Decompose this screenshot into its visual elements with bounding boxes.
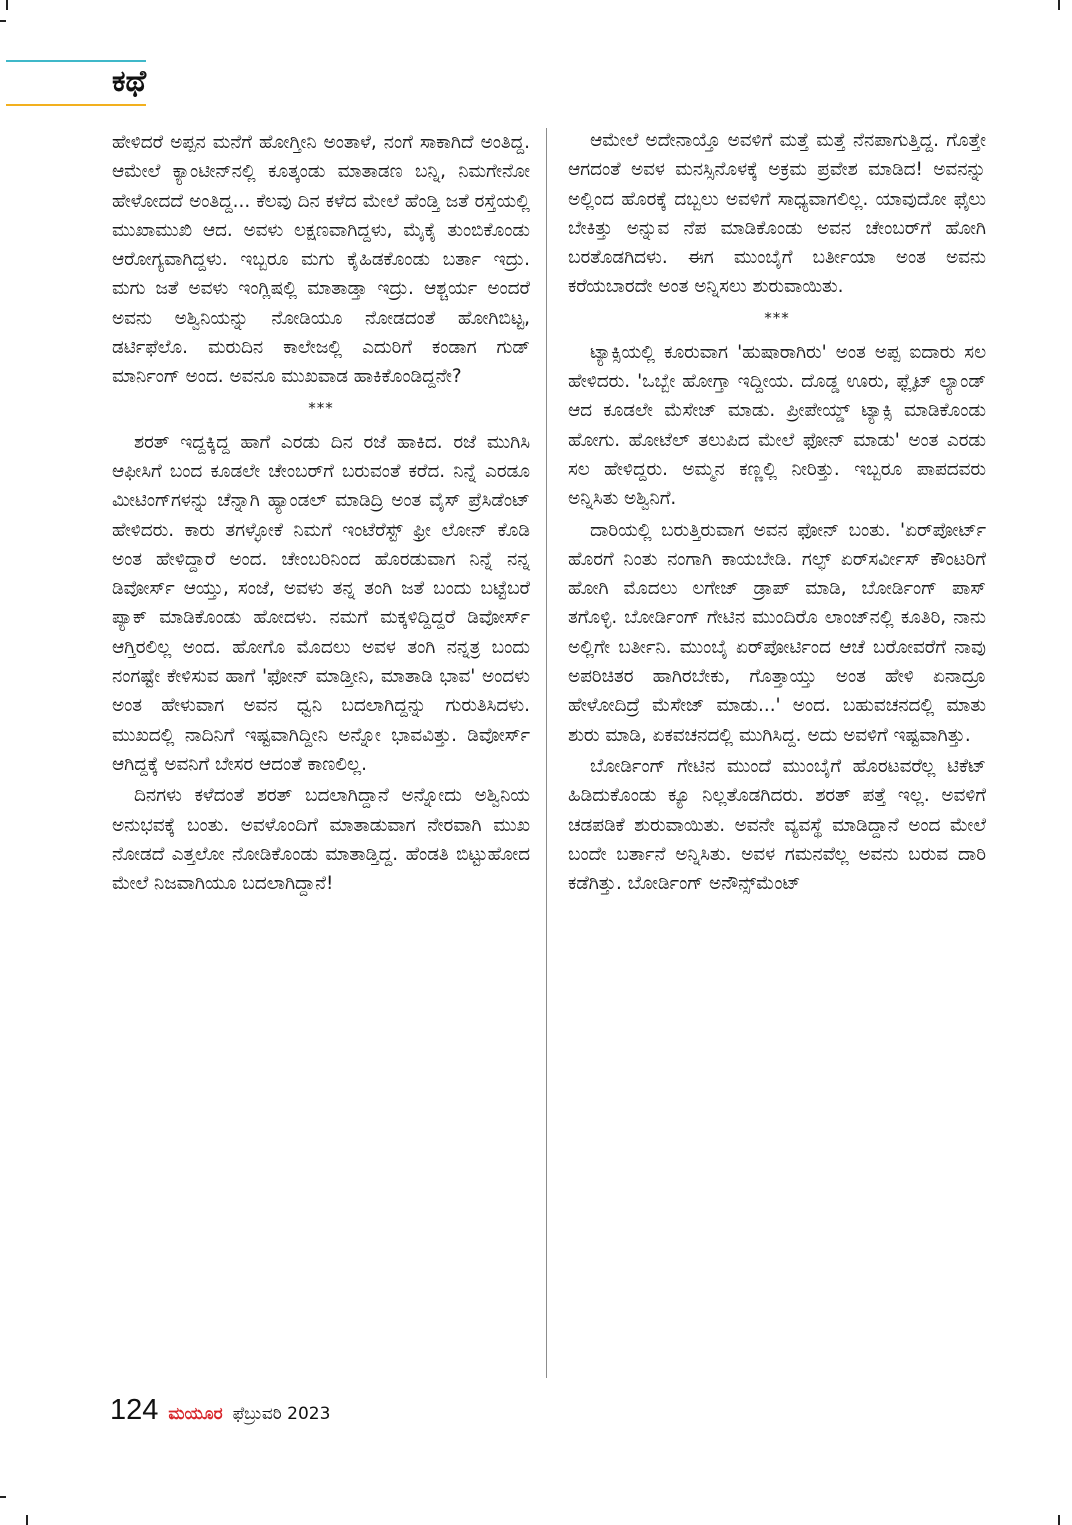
article-column-left: [112, 128, 530, 898]
paragraph: ಶರತ್ ಇದ್ದಕ್ಕಿದ್ದ ಹಾಗೆ ಎರಡು ದಿನ ರಜೆ ಹಾಕಿದ. ರಜೆ ಮುಗಿಸಿ ಆಫೀಸಿಗೆ ಬಂದ ಕೂಡಲೇ ಚೇಂಬರ್‌ಗೆ ಬರುವಂತೆ ಕರೆದ. ನಿನ್ನೆ ಎರಡೂ ಮೀಟಿಂಗ್‌ಗಳನ್ನು ಚೆನ್ನಾಗಿ ಹ್ಯಾಂಡಲ್ ಮಾಡಿದ್ರಿ ಅಂತ ವೈಸ್ ಪ್ರೆಸಿಡೆಂಟ್ ಹೇಳಿದರು. ಕಾರು ತಗಳ್ಳೋಕೆ ನಿಮಗೆ ಇಂಟೆರೆಸ್ಟ್ ಫ್ರೀ ಲೋನ್ ಕೊಡಿ ಅಂತ ಹೇಳಿದ್ದಾರೆ ಅಂದ. ಚೇಂಬರಿನಿಂದ ಹೊರಡುವಾಗ ನಿನ್ನೆ ನನ್ನ ಡಿವೋರ್ಸ್ ಆಯ್ತು, ಸಂಜೆ, ಅವಳು ತನ್ನ ತಂಗಿ ಜತೆ ಬಂದು ಬಟ್ಟೆಬರೆ ಪ್ಯಾಕ್ ಮಾಡಿಕೊಂಡು ಹೋದಳು. ನಮಗೆ ಮಕ್ಕಳಿದ್ದಿದ್ದರೆ ಡಿವೋರ್ಸ್ ಆಗ್ತಿರಲಿಲ್ಲ ಅಂದ. ಹೋಗೊ ಮೊದಲು ಅವಳ ತಂಗಿ ನನ್ನತ್ರ ಬಂದು ನಂಗಷ್ಟೇ ಕೇಳಿಸುವ ಹಾಗೆ 'ಫೋನ್ ಮಾಡ್ತೀನಿ, ಮಾತಾಡಿ ಭಾವ' ಅಂದಳು ಅಂತ ಹೇಳುವಾಗ ಅವನ ಧ್ವನಿ ಬದಲಾಗಿದ್ದನ್ನು ಗುರುತಿಸಿದಳು. ಮುಖದಲ್ಲಿ ನಾದಿನಿಗೆ ಇಷ್ಟವಾಗಿದ್ದೀನಿ ಅನ್ನೋ ಭಾವವಿತ್ತು. ಡಿವೋರ್ಸ್ ಆಗಿದ್ದಕ್ಕೆ ಅವನಿಗೆ ಬೇಸರ ಆದಂತೆ ಕಾಣಲಿಲ್ಲ.: [112, 431, 530, 775]
crop-mark: [0, 1496, 6, 1498]
magazine-logo: ಮಯೂರ: [168, 1404, 223, 1424]
crop-mark: [1058, 0, 1060, 10]
paragraph: ಬೋರ್ಡಿಂಗ್ ಗೇಟಿನ ಮುಂದೆ ಮುಂಬೈಗೆ ಹೊರಟವರೆಲ್ಲ ಟಿಕೆಟ್ ಹಿಡಿದುಕೊಂಡು ಕ್ಯೂ ನಿಲ್ಲತೊಡಗಿದರು. ಶರತ್ ಪತ್ತೆ ಇಲ್ಲ. ಅವಳಿಗೆ ಚಡಪಡಿಕೆ ಶುರುವಾಯಿತು. ಅವನೇ ವ್ಯವಸ್ಥೆ ಮಾಡಿದ್ದಾನೆ ಅಂದ ಮೇಲೆ ಬಂದೇ ಬರ್ತಾನೆ ಅನ್ನಿಸಿತು. ಅವಳ ಗಮನವೆಲ್ಲ ಅವನು ಬರುವ ದಾರಿ ಕಡೆಗಿತ್ತು. ಬೋರ್ಡಿಂಗ್ ಅನೌನ್ಸ್‌ಮೆಂಟ್: [568, 755, 986, 895]
section-separator: ***: [764, 308, 790, 327]
section-separator: ***: [308, 398, 334, 417]
accent-rule-top: [6, 60, 146, 62]
crop-mark: [26, 1515, 28, 1525]
paragraph: ದಿನಗಳು ಕಳೆದಂತೆ ಶರತ್ ಬದಲಾಗಿದ್ದಾನೆ ಅನ್ನೋದು ಅಶ್ವಿನಿಯ ಅನುಭವಕ್ಕೆ ಬಂತು. ಅವಳೊಂದಿಗೆ ಮಾತಾಡುವಾಗ ನೇರವಾಗಿ ಮುಖ ನೋಡದೆ ಎತ್ತಲೋ ನೋಡಿಕೊಂಡು ಮಾತಾಡ್ತಿದ್ದ. ಹೆಂಡತಿ ಬಿಟ್ಟುಹೋದ ಮೇಲೆ ನಿಜವಾಗಿಯೂ ಬದಲಾಗಿದ್ದಾನೆ!: [112, 785, 530, 895]
page-number: 124: [110, 1394, 159, 1426]
paragraph: ದಾರಿಯಲ್ಲಿ ಬರುತ್ತಿರುವಾಗ ಅವನ ಫೋನ್ ಬಂತು. 'ಏರ್‌ಪೋರ್ಟ್ ಹೊರಗೆ ನಿಂತು ನಂಗಾಗಿ ಕಾಯಬೇಡಿ. ಗಲ್ಫ್ ಏರ್‌ಸರ್ವೀಸ್ ಕೌಂಟರಿಗೆ ಹೋಗಿ ಮೊದಲು ಲಗೇಜ್ ಡ್ರಾಪ್ ಮಾಡಿ, ಬೋರ್ಡಿಂಗ್ ಪಾಸ್ ತಗೊಳ್ಳಿ. ಬೋರ್ಡಿಂಗ್ ಗೇಟಿನ ಮುಂದಿರೊ ಲಾಂಜ್‌ನಲ್ಲಿ ಕೂತಿರಿ, ನಾನು ಅಲ್ಲಿಗೇ ಬರ್ತೀನಿ. ಮುಂಬೈ ಏರ್‌ಪೋರ್ಟಿಂದ ಆಚೆ ಬರೋವರೆಗೆ ನಾವು ಅಪರಿಚಿತರ ಹಾಗಿರಬೇಕು, ಗೊತ್ತಾಯ್ತು ಅಂತ ಹೇಳಿ ಏನಾದ್ರೂ ಹೇಳೋದಿದ್ರೆ ಮೆಸೇಜ್ ಮಾಡು...' ಅಂದ. ಬಹುವಚನದಲ್ಲಿ ಮಾತು ಶುರು ಮಾಡಿ, ಏಕವಚನದಲ್ಲಿ ಮುಗಿಸಿದ್ದ. ಅದು ಅವಳಿಗೆ ಇಷ್ಟವಾಗಿತ್ತು.: [568, 519, 986, 746]
paragraph: ಹೇಳಿದರೆ ಅಪ್ಪನ ಮನೆಗೆ ಹೋಗ್ತೀನಿ ಅಂತಾಳೆ, ನಂಗೆ ಸಾಕಾಗಿದೆ ಅಂತಿದ್ದ. ಆಮೇಲೆ ಕ್ಯಾಂಟೀನ್‌ನಲ್ಲಿ ಕೂತ್ಕಂಡು ಮಾತಾಡಣ ಬನ್ನಿ, ನಿಮಗೇನೋ ಹೇಳೋದದೆ ಅಂತಿದ್ದ... ಕೆಲವು ದಿನ ಕಳೆದ ಮೇಲೆ ಹೆಂಡ್ತಿ ಜತೆ ರಸ್ತೆಯಲ್ಲಿ ಮುಖಾಮುಖಿ ಆದ. ಅವಳು ಲಕ್ಷಣವಾಗಿದ್ದಳು, ಮೈಕೈ ತುಂಬಿಕೊಂಡು ಆರೋಗ್ಯವಾಗಿದ್ದಳು. ಇಬ್ಬರೂ ಮಗು ಕೈಹಿಡಕೊಂಡು ಬರ್ತಾ ಇದ್ರು. ಮಗು ಜತೆ ಅವಳು ಇಂಗ್ಲಿಷಲ್ಲಿ ಮಾತಾಡ್ತಾ ಇದ್ರು. ಆಶ್ಚರ್ಯ ಅಂದರೆ ಅವನು ಅಶ್ವಿನಿಯನ್ನು ನೋಡಿಯೂ ನೋಡದಂತೆ ಹೋಗಿಬಿಟ್ಟ, ಡರ್ಟಿಫೆಲೊ. ಮರುದಿನ ಕಾಲೇಜಲ್ಲಿ ಎದುರಿಗೆ ಕಂಡಾಗ ಗುಡ್ ಮಾರ್ನಿಂಗ್ ಅಂದ. ಅವನೂ ಮುಖವಾಡ ಹಾಕಿಕೊಂಡಿದ್ದನೇ?: [112, 132, 530, 388]
paragraph: ಆಮೇಲೆ ಅದೇನಾಯ್ತೊ ಅವಳಿಗೆ ಮತ್ತೆ ಮತ್ತೆ ನೆನಪಾಗುತ್ತಿದ್ದ. ಗೊತ್ತೇ ಆಗದಂತೆ ಅವಳ ಮನಸ್ಸಿನೊಳಕ್ಕೆ ಅಕ್ರಮ ಪ್ರವೇಶ ಮಾಡಿದ! ಅವನನ್ನು ಅಲ್ಲಿಂದ ಹೊರಕ್ಕೆ ದಬ್ಬಲು ಅವಳಿಗೆ ಸಾಧ್ಯವಾಗಲಿಲ್ಲ. ಯಾವುದೋ ಫೈಲು ಬೇಕಿತ್ತು ಅನ್ನುವ ನೆಪ ಮಾಡಿಕೊಂಡು ಅವನ ಚೇಂಬರ್‌ಗೆ ಹೋಗಿ ಬರತೊಡಗಿದಳು. ಈಗ ಮುಂಬೈಗೆ ಬರ್ತೀಯಾ ಅಂತ ಅವನು ಕರೆಯಬಾರದೇ ಅಂತ ಅನ್ನಿಸಲು ಶುರುವಾಯಿತು.: [568, 130, 986, 298]
accent-rule-bottom: [6, 104, 146, 106]
paragraph: ಟ್ಯಾಕ್ಸಿಯಲ್ಲಿ ಕೂರುವಾಗ 'ಹುಷಾರಾಗಿರು' ಅಂತ ಅಪ್ಪ ಐದಾರು ಸಲ ಹೇಳಿದರು. 'ಒಬ್ಬೇ ಹೋಗ್ತಾ ಇದ್ದೀಯ. ದೊಡ್ಡ ಊರು, ಫ್ಲೈಟ್ ಲ್ಯಾಂಡ್ ಆದ ಕೂಡಲೇ ಮೆಸೇಜ್ ಮಾಡು. ಪ್ರೀಪೇಯ್ಡ್ ಟ್ಯಾಕ್ಸಿ ಮಾಡಿಕೊಂಡು ಹೋಗು. ಹೋಟೆಲ್ ತಲುಪಿದ ಮೇಲೆ ಫೋನ್ ಮಾಡು' ಅಂತ ಎರಡು ಸಲ ಹೇಳಿದ್ದರು. ಅಮ್ಮನ ಕಣ್ಣಲ್ಲಿ ನೀರಿತ್ತು. ಇಬ್ಬರೂ ಪಾಪದವರು ಅನ್ನಿಸಿತು ಅಶ್ವಿನಿಗೆ.: [568, 341, 986, 510]
crop-mark: [0, 20, 6, 22]
column-divider: [546, 128, 547, 1378]
issue-date: ಫೆಬ್ರುವರಿ 2023: [232, 1404, 331, 1424]
crop-mark: [1058, 1515, 1060, 1525]
article-column-right: [568, 126, 986, 898]
page-footer: [110, 1394, 330, 1430]
crop-mark: [6, 0, 8, 10]
section-label: ಕಥೆ: [112, 64, 147, 99]
